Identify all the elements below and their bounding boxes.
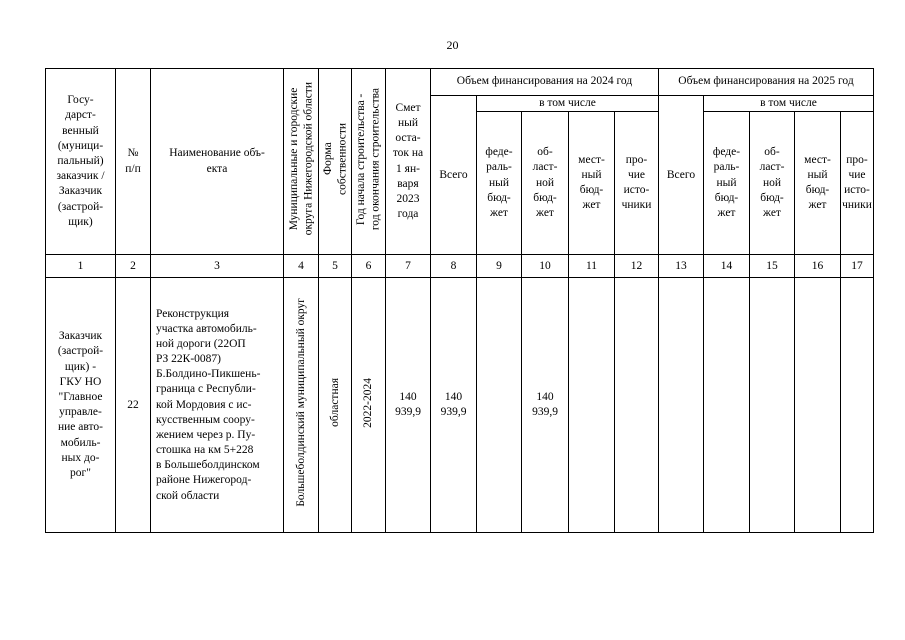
row-municipality-cell	[284, 278, 319, 533]
row-estimate: 140 939,9	[386, 278, 431, 533]
header-ownership: Форма собственности	[321, 123, 348, 195]
header-federal-2025: феде- раль- ный бюд- жет	[704, 112, 750, 255]
header-estimate: Смет ный оста- ток на 1 ян- варя 2023 года	[386, 69, 431, 255]
header-num: № п/п	[116, 69, 151, 255]
row-ownership: областная	[328, 378, 341, 427]
header-federal-2024: феде- раль- ный бюд- жет	[477, 112, 522, 255]
header-municipality: Муниципальные и городские округа Нижегородской области	[287, 82, 314, 236]
header-object-name: Наименование объ- екта	[151, 69, 284, 255]
header-fin-2025: Объем финансирования на 2025 год	[659, 69, 874, 96]
row-local-2025	[795, 278, 841, 533]
colnum-5: 5	[319, 255, 352, 278]
row-years-cell	[352, 278, 386, 533]
colnum-17: 17	[841, 255, 874, 278]
header-years-cell	[352, 69, 386, 255]
colnum-10: 10	[522, 255, 569, 278]
header-municipality-cell	[284, 69, 319, 255]
row-object-name: Реконструкция участка автомобиль- ной дороги (22ОП РЗ 22К-0087) Б.Болдино-Пикшень- граница с Республи- кой Мордовия с ис- кусственным соору- жением через р. Пу- стошка на км 5+228 в Большеболдинском районе Нижегород- ской области	[151, 278, 284, 533]
row-regional-2025	[750, 278, 795, 533]
row-num: 22	[116, 278, 151, 533]
colnum-15: 15	[750, 255, 795, 278]
row-regional-2024: 140 939,9	[522, 278, 569, 533]
colnum-12: 12	[615, 255, 659, 278]
header-local-2025: мест- ный бюд- жет	[795, 112, 841, 255]
header-years: Год начала строительства - год окончания строительства	[355, 87, 382, 231]
colnum-3: 3	[151, 255, 284, 278]
header-including-2024: в том числе	[477, 96, 659, 112]
header-regional-2025: об- ласт- ной бюд- жет	[750, 112, 795, 255]
colnum-16: 16	[795, 255, 841, 278]
colnum-13: 13	[659, 255, 704, 278]
financing-table	[45, 68, 874, 533]
page-number: 20	[446, 38, 459, 52]
row-total-2025	[659, 278, 704, 533]
colnum-8: 8	[431, 255, 477, 278]
row-ownership-cell	[319, 278, 352, 533]
colnum-14: 14	[704, 255, 750, 278]
header-ownership-cell	[319, 69, 352, 255]
row-federal-2024	[477, 278, 522, 533]
header-other-2024: про- чие исто- чники	[615, 112, 659, 255]
row-local-2024	[569, 278, 615, 533]
colnum-6: 6	[352, 255, 386, 278]
header-total-2024: Всего	[431, 96, 477, 255]
row-total-2024: 140 939,9	[431, 278, 477, 533]
row-customer: Заказчик (застрой- щик) - ГКУ НО "Главное управле- ние авто- мобиль- ных до- рог"	[46, 278, 116, 533]
header-fin-2024: Объем финансирования на 2024 год	[431, 69, 659, 96]
row-other-2024	[615, 278, 659, 533]
header-regional-2024: об- ласт- ной бюд- жет	[522, 112, 569, 255]
row-federal-2025	[704, 278, 750, 533]
header-including-2025: в том числе	[704, 96, 874, 112]
header-local-2024: мест- ный бюд- жет	[569, 112, 615, 255]
row-other-2025	[841, 278, 874, 533]
colnum-7: 7	[386, 255, 431, 278]
colnum-4: 4	[284, 255, 319, 278]
header-total-2025: Всего	[659, 96, 704, 255]
colnum-9: 9	[477, 255, 522, 278]
colnum-1: 1	[46, 255, 116, 278]
table-row	[46, 278, 874, 533]
colnum-2: 2	[116, 255, 151, 278]
colnum-11: 11	[569, 255, 615, 278]
header-customer: Госу- дарст- венный (муници- пальный) заказчик / Заказчик (застрой- щик)	[46, 69, 116, 255]
row-municipality: Большеболдинский муниципальный округ	[294, 298, 307, 507]
header-other-2025: про- чие исто- чники	[841, 112, 874, 255]
row-years: 2022-2024	[362, 377, 375, 428]
